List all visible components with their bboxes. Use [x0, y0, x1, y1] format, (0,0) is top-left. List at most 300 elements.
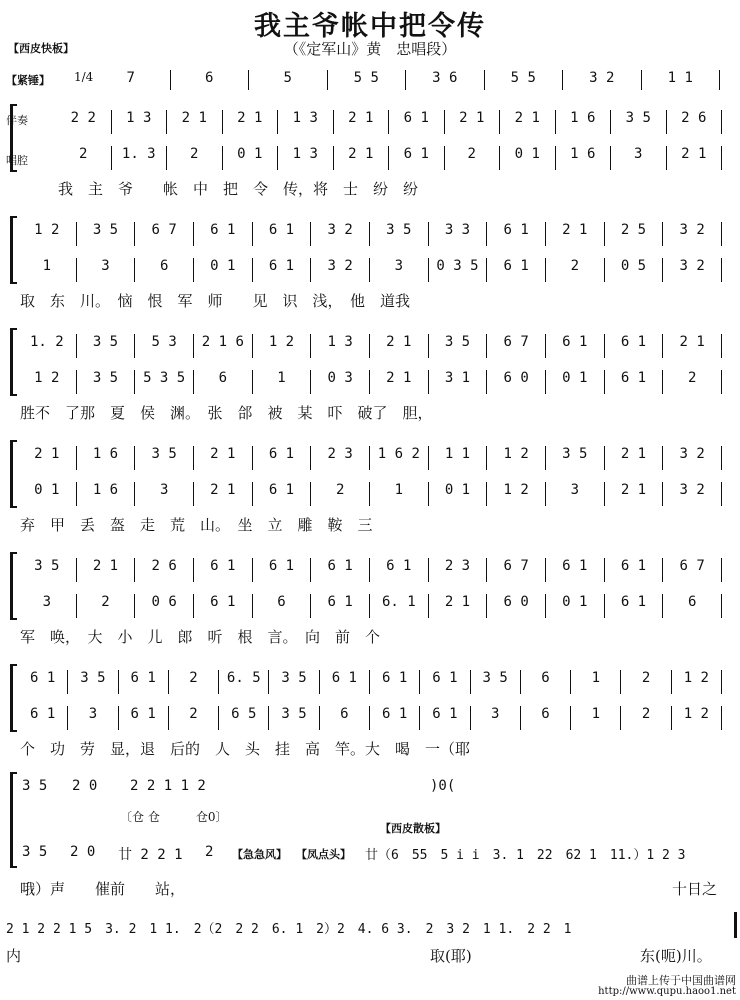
- vocal-measure: [135, 258, 194, 282]
- intro-measure: [485, 70, 564, 90]
- vocal-measure: [135, 370, 194, 394]
- note-text: 6 1: [562, 334, 588, 350]
- accomp-measure: [135, 446, 194, 470]
- note-text: 3 2: [679, 258, 705, 274]
- vocal-measure: 2 0: [70, 844, 96, 860]
- accomp-measure: [320, 670, 370, 694]
- vocal-measure: [370, 482, 429, 506]
- vocal-measure: [487, 482, 546, 506]
- vocal-label: 唱腔: [6, 154, 28, 167]
- vocal-measure: [445, 146, 501, 170]
- accomp-measure: [672, 670, 722, 694]
- accomp-measure: [278, 110, 334, 134]
- note-text: 3 2: [679, 222, 705, 238]
- note-text: 6 1: [268, 446, 295, 462]
- note-text: 0 1: [444, 482, 471, 498]
- note-text: 1: [277, 370, 286, 386]
- accomp-measure: [487, 558, 546, 582]
- note-text: 6 1: [327, 558, 353, 574]
- accomp-measure: [119, 670, 169, 694]
- note-text: 6: [218, 370, 228, 386]
- tempo-marking-sanban: 【西皮散板】: [380, 822, 446, 835]
- note-text: 2 1: [681, 146, 707, 162]
- accomp-measure: [663, 446, 722, 470]
- note-text: 6: [277, 594, 286, 610]
- note-text: 6: [687, 594, 697, 610]
- vocal-measure: [663, 370, 722, 394]
- note-text: 2: [467, 146, 476, 162]
- vocal-measure: [18, 258, 77, 282]
- note-text: 2 1: [348, 146, 374, 162]
- accomp-measure: [18, 222, 77, 246]
- accomp-measure: [500, 110, 556, 134]
- note-text: 1 2: [683, 670, 709, 686]
- vocal-measure: [194, 594, 253, 618]
- note-text: 3 2: [679, 482, 705, 498]
- note-text: 6. 1: [381, 594, 416, 610]
- note-text: 6 5: [231, 706, 257, 722]
- note-text: 2: [641, 670, 651, 686]
- intro-measure: [92, 70, 171, 90]
- final-notes: 2 1 2 2 1 5 3. 2 1 1. 2（2 2 2 6. 1 2）2 4. 6 3. 2 3 2 1 1. 2 2 1: [6, 922, 572, 937]
- note-text: 3 5: [80, 670, 106, 686]
- vocal-measure: [420, 706, 470, 730]
- accomp-measure: [253, 558, 312, 582]
- intro-measure: [563, 70, 642, 90]
- system-brace: [10, 772, 17, 868]
- note-text: 1 3: [327, 334, 353, 350]
- note-text: 6 0: [503, 370, 529, 386]
- vocal-measure: [77, 258, 136, 282]
- accomp-measure: [370, 222, 429, 246]
- note-text: 2 1: [181, 110, 207, 126]
- note-text: 2 1: [386, 334, 412, 350]
- note-text: 3 5: [151, 446, 177, 462]
- note-text: 2 1: [210, 446, 236, 462]
- note-text: 2 1: [348, 110, 374, 126]
- accomp-measure: [605, 446, 664, 470]
- accomp-measure: [487, 334, 546, 358]
- note-text: 2: [79, 146, 88, 162]
- note-text: 3 2: [589, 70, 615, 86]
- accomp-measure: [135, 222, 194, 246]
- accomp-measure: [445, 110, 501, 134]
- note-text: 1 6 2: [377, 446, 420, 462]
- note-text: 1 2: [683, 706, 709, 722]
- accomp-measure: [18, 558, 77, 582]
- vocal-measure: [278, 146, 334, 170]
- accomp-measure: 2 2 1 1 2: [130, 778, 206, 794]
- accomp-measure: [194, 558, 253, 582]
- accomp-measure: [18, 670, 68, 694]
- accomp-measure: [556, 110, 612, 134]
- vocal-measure: [370, 706, 420, 730]
- accomp-measure: [429, 222, 488, 246]
- note-text: 6 1: [29, 706, 56, 722]
- vocal-measure: [605, 370, 664, 394]
- vocal-measure: [334, 146, 390, 170]
- note-text: 3 1: [444, 370, 471, 386]
- note-text: 2 1: [444, 594, 471, 610]
- accomp-measure: [135, 558, 194, 582]
- accomp-measure: [223, 110, 279, 134]
- vocal-measure: [253, 482, 312, 506]
- note-text: 2 1: [620, 446, 647, 462]
- accomp-measure: [18, 334, 77, 358]
- vocal-measure: [500, 146, 556, 170]
- note-text: 1 1: [667, 70, 693, 86]
- vocal-measure: [471, 706, 521, 730]
- accomp-measure: [194, 334, 253, 358]
- site-credit: 曲谱上传于中国曲谱网: [626, 974, 736, 987]
- accomp-measure: [169, 670, 219, 694]
- note-text: 3: [634, 146, 643, 162]
- note-text: 2 6: [151, 558, 177, 574]
- note-text: 2 1 6: [201, 334, 244, 350]
- vocal-staff: [0, 482, 740, 506]
- note-text: 0 1: [237, 146, 263, 162]
- vocal-measure: [169, 706, 219, 730]
- note-text: 3 5: [92, 222, 119, 238]
- note-text: 5 5: [353, 70, 379, 86]
- accomp-measure: [546, 222, 605, 246]
- note-text: 3 2: [327, 222, 353, 238]
- lyric-line: 我 主 爷 帐 中 把 令 传，将 士 纷 纷: [58, 180, 419, 198]
- note-text: 0 1: [514, 146, 540, 162]
- note-text: 2 5: [620, 222, 647, 238]
- vocal-measure: [605, 258, 664, 282]
- note-text: 1: [591, 706, 600, 722]
- note-text: 1 2: [34, 370, 60, 386]
- note-text: 1 2: [503, 482, 529, 498]
- note-text: 1 3: [126, 110, 152, 126]
- page-title: 我主爷帐中把令传: [254, 11, 486, 42]
- note-text: 1. 3: [121, 146, 156, 162]
- vocal-measure: [135, 594, 194, 618]
- lyric-line: 东(呃)川。: [640, 947, 712, 965]
- note-text: 1 3: [292, 146, 318, 162]
- vocal-measure: [311, 258, 370, 282]
- note-text: 6 1: [210, 594, 236, 610]
- vocal-measure: [194, 370, 253, 394]
- note-text: 6 1: [432, 706, 458, 722]
- accomp-measure: [370, 446, 429, 470]
- lyric-line: 弃 甲 丢 盔 走 荒 山。 坐 立 雕 鞍 三: [20, 516, 373, 534]
- accomp-measure: [167, 110, 223, 134]
- vocal-measure: [605, 594, 664, 618]
- note-text: 3 5: [444, 334, 471, 350]
- intro-measure: [406, 70, 485, 90]
- vocal-measure: 廿 2 2 1: [118, 847, 183, 863]
- note-text: 6 7: [151, 222, 177, 238]
- note-text: 6 1: [268, 558, 295, 574]
- vocal-measure: [311, 370, 370, 394]
- lyric-tail: 十日之: [672, 880, 718, 898]
- intro-measure: [171, 70, 250, 90]
- accomp-measure: [370, 334, 429, 358]
- note-text: 5 3: [151, 334, 177, 350]
- note-text: 6 1: [130, 706, 156, 722]
- note-text: 3 6: [432, 70, 458, 86]
- accomp-measure: [471, 670, 521, 694]
- note-text: 1 6: [92, 482, 119, 498]
- intro-line: [0, 70, 740, 90]
- vocal-measure: [370, 594, 429, 618]
- note-text: 6 7: [503, 558, 529, 574]
- vocal-measure: [219, 706, 269, 730]
- accomp-measure: [112, 110, 168, 134]
- note-text: 2 3: [444, 558, 471, 574]
- note-text: 2 2: [70, 110, 96, 126]
- note-text: 6 1: [403, 110, 429, 126]
- note-text: 6 1: [268, 482, 295, 498]
- vocal-measure: [621, 706, 671, 730]
- accomp-measure: [429, 446, 488, 470]
- vocal-staff: [0, 370, 740, 394]
- note-text: 6 1: [381, 706, 408, 722]
- accomp-measure: [18, 446, 77, 470]
- note-text: 5 3 5: [143, 370, 186, 386]
- note-text: 5 5: [510, 70, 536, 86]
- vocal-measure: [77, 370, 136, 394]
- note-text: 3 5: [281, 670, 307, 686]
- vocal-measure: [194, 482, 253, 506]
- accomp-measure: [420, 670, 470, 694]
- note-text: 2 1: [92, 558, 119, 574]
- accomp-measure: [521, 670, 571, 694]
- vocal-measure: [429, 594, 488, 618]
- lyric-line: 个 功 劳 显，退 后的 人 头 挂 高 竿。大 喝 一（耶: [20, 740, 471, 758]
- note-text: 3 3: [444, 222, 471, 238]
- vocal-measure: [546, 370, 605, 394]
- note-text: 2 1: [679, 334, 705, 350]
- accomp-measure: [311, 222, 370, 246]
- note-text: 6 1: [29, 670, 56, 686]
- vocal-measure: [521, 706, 571, 730]
- accompaniment-staff: [0, 446, 740, 470]
- vocal-measure: [389, 146, 445, 170]
- accomp-measure: [487, 222, 546, 246]
- final-barline: [734, 912, 737, 938]
- accomp-measure: [269, 670, 319, 694]
- intro-measure: [328, 70, 407, 90]
- note-text: 2 1: [34, 446, 60, 462]
- note-text: 2 1: [210, 482, 236, 498]
- note-text: 6 7: [679, 558, 705, 574]
- vocal-staff: [0, 146, 740, 170]
- note-text: 0 1: [34, 482, 60, 498]
- note-text: 2 1: [386, 370, 412, 386]
- note-text: 0 3: [327, 370, 353, 386]
- note-text: 3 5: [562, 446, 588, 462]
- accomp-measure: [311, 558, 370, 582]
- tempo-marking: 【西皮快板】: [8, 42, 74, 55]
- note-text: 6 1: [503, 222, 529, 238]
- vocal-measure: [663, 258, 722, 282]
- note-text: 2 6: [681, 110, 707, 126]
- intro-measure: [642, 70, 721, 90]
- note-text: 1: [394, 482, 404, 498]
- vocal-measure: [546, 594, 605, 618]
- note-text: 2 1: [514, 110, 540, 126]
- lyric-line: 军 唤， 大 小 儿 郎 听 根 言。 向 前 个: [20, 628, 381, 646]
- note-text: 3 5: [92, 370, 119, 386]
- note-text: 1 2: [268, 334, 295, 350]
- accompaniment-staff: [0, 110, 740, 134]
- note-text: 6: [541, 670, 550, 686]
- note-text: 3 5: [34, 558, 60, 574]
- vocal-measure: [663, 594, 722, 618]
- note-text: 3 5: [482, 670, 508, 686]
- lyric-line: 内: [6, 947, 22, 965]
- accomp-measure: [77, 558, 136, 582]
- note-text: 0 1: [562, 370, 588, 386]
- note-text: 6 1: [620, 594, 647, 610]
- lyric-line: 取 东 川。 恼 恨 军 师 见 识 浅， 他 道我: [20, 292, 411, 310]
- vocal-measure: [77, 482, 136, 506]
- note-text: 6. 5: [226, 670, 261, 686]
- vocal-measure: [223, 146, 279, 170]
- accomp-measure: [311, 446, 370, 470]
- accomp-measure: [253, 446, 312, 470]
- note-text: 7: [126, 70, 135, 86]
- note-text: 6 1: [386, 558, 412, 574]
- vocal-measure: [571, 706, 621, 730]
- accomp-measure: [611, 110, 667, 134]
- lyric-line: 胜不 了那 夏 侯 渊。 张 郃 被 某 吓 破了 胆，: [20, 404, 433, 422]
- accomp-measure: [77, 446, 136, 470]
- note-text: 2 3: [327, 446, 353, 462]
- vocal-measure: [672, 706, 722, 730]
- accomp-measure: [253, 334, 312, 358]
- accomp-measure: [571, 670, 621, 694]
- accomp-measure: [219, 670, 269, 694]
- vocal-measure: [18, 706, 68, 730]
- vocal-measure: [112, 146, 168, 170]
- vocal-measure: [320, 706, 370, 730]
- vocal-measure: [429, 258, 488, 282]
- time-signature: 1/4: [74, 70, 94, 84]
- lyric-line: 哦）声 催前 站，: [20, 880, 186, 898]
- vocal-measure: 2: [205, 844, 214, 860]
- note-text: 1. 2: [29, 334, 64, 350]
- accomp-measure: [546, 558, 605, 582]
- note-text: 6: [159, 258, 169, 274]
- vocal-measure: [487, 258, 546, 282]
- note-text: 6 1: [620, 370, 647, 386]
- accomp-measure: [663, 558, 722, 582]
- vocal-staff: [0, 258, 740, 282]
- note-text: 3: [88, 706, 98, 722]
- accomp-measure: [68, 670, 118, 694]
- accompaniment-label: 伴奏: [6, 114, 28, 127]
- note-text: 2: [190, 146, 199, 162]
- note-text: 6 1: [130, 670, 156, 686]
- accomp-measure: [621, 670, 671, 694]
- note-text: 2: [335, 482, 345, 498]
- note-text: 5: [283, 70, 292, 86]
- lyric-line: 取(耶): [430, 947, 472, 965]
- vocal-staff: [0, 706, 740, 730]
- vocal-measure: [119, 706, 169, 730]
- accomp-measure: [334, 110, 390, 134]
- note-text: 1 2: [503, 446, 529, 462]
- gong-pattern-label: 【紧锤】: [6, 74, 50, 87]
- vocal-measure: [18, 594, 77, 618]
- vocal-measure: [253, 258, 312, 282]
- accomp-measure: 2 0: [72, 778, 98, 794]
- vocal-measure: [429, 370, 488, 394]
- note-text: 3: [570, 482, 580, 498]
- vocal-measure: [546, 482, 605, 506]
- note-text: 2 1: [237, 110, 263, 126]
- note-text: 0 3 5: [436, 258, 479, 274]
- note-text: 2: [101, 594, 110, 610]
- note-text: 6 1: [327, 594, 353, 610]
- note-text: 2: [570, 258, 580, 274]
- note-text: 0 1: [562, 594, 588, 610]
- note-text: 6: [205, 70, 214, 86]
- note-text: 0 1: [210, 258, 236, 274]
- vocal-measure: [311, 594, 370, 618]
- note-text: 3 5: [281, 706, 307, 722]
- accomp-measure: [194, 222, 253, 246]
- vocal-measure: [135, 482, 194, 506]
- vocal-measure: [56, 146, 112, 170]
- vocal-measure: [18, 482, 77, 506]
- accomp-measure: [370, 558, 429, 582]
- accomp-measure: [429, 334, 488, 358]
- vocal-measure: [667, 146, 723, 170]
- vocal-measure: [370, 370, 429, 394]
- vocal-measure: [487, 594, 546, 618]
- accomp-measure: [370, 670, 420, 694]
- note-text: 6 1: [331, 670, 357, 686]
- note-text: 3 5: [625, 110, 651, 126]
- page-subtitle: （《定军山》黄 忠唱段）: [283, 40, 457, 58]
- note-text: 3: [490, 706, 500, 722]
- note-text: 3: [159, 482, 169, 498]
- vocal-measure: 3 5: [22, 844, 48, 860]
- note-text: 6 1: [562, 558, 588, 574]
- accomp-measure: [667, 110, 723, 134]
- vocal-measure: [546, 258, 605, 282]
- note-text: 1 1: [444, 446, 471, 462]
- vocal-measure: [253, 370, 312, 394]
- accomp-tail: )0(: [430, 778, 456, 794]
- accomp-measure: [77, 222, 136, 246]
- accomp-measure: [429, 558, 488, 582]
- note-text: 6 1: [620, 558, 647, 574]
- accomp-measure: 3 5: [22, 778, 48, 794]
- vocal-measure: [663, 482, 722, 506]
- intro-measure: [249, 70, 328, 90]
- accompaniment-staff: [0, 670, 740, 694]
- vocal-tail: 廿（6 55 5 i i 3. 1 22 62 1 11.）1 2 3: [365, 848, 686, 863]
- note-text: 6 1: [210, 222, 236, 238]
- note-text: 6 1: [268, 222, 295, 238]
- note-text: 6 7: [503, 334, 529, 350]
- percussion-fengdiantou: 【凤点头】: [296, 848, 351, 861]
- vocal-staff: [0, 594, 740, 618]
- vocal-measure: [429, 482, 488, 506]
- note-text: 6 0: [503, 594, 529, 610]
- vocal-measure: [253, 594, 312, 618]
- accomp-measure: [253, 222, 312, 246]
- note-text: 1 3: [292, 110, 318, 126]
- accomp-measure: [605, 334, 664, 358]
- accomp-measure: [77, 334, 136, 358]
